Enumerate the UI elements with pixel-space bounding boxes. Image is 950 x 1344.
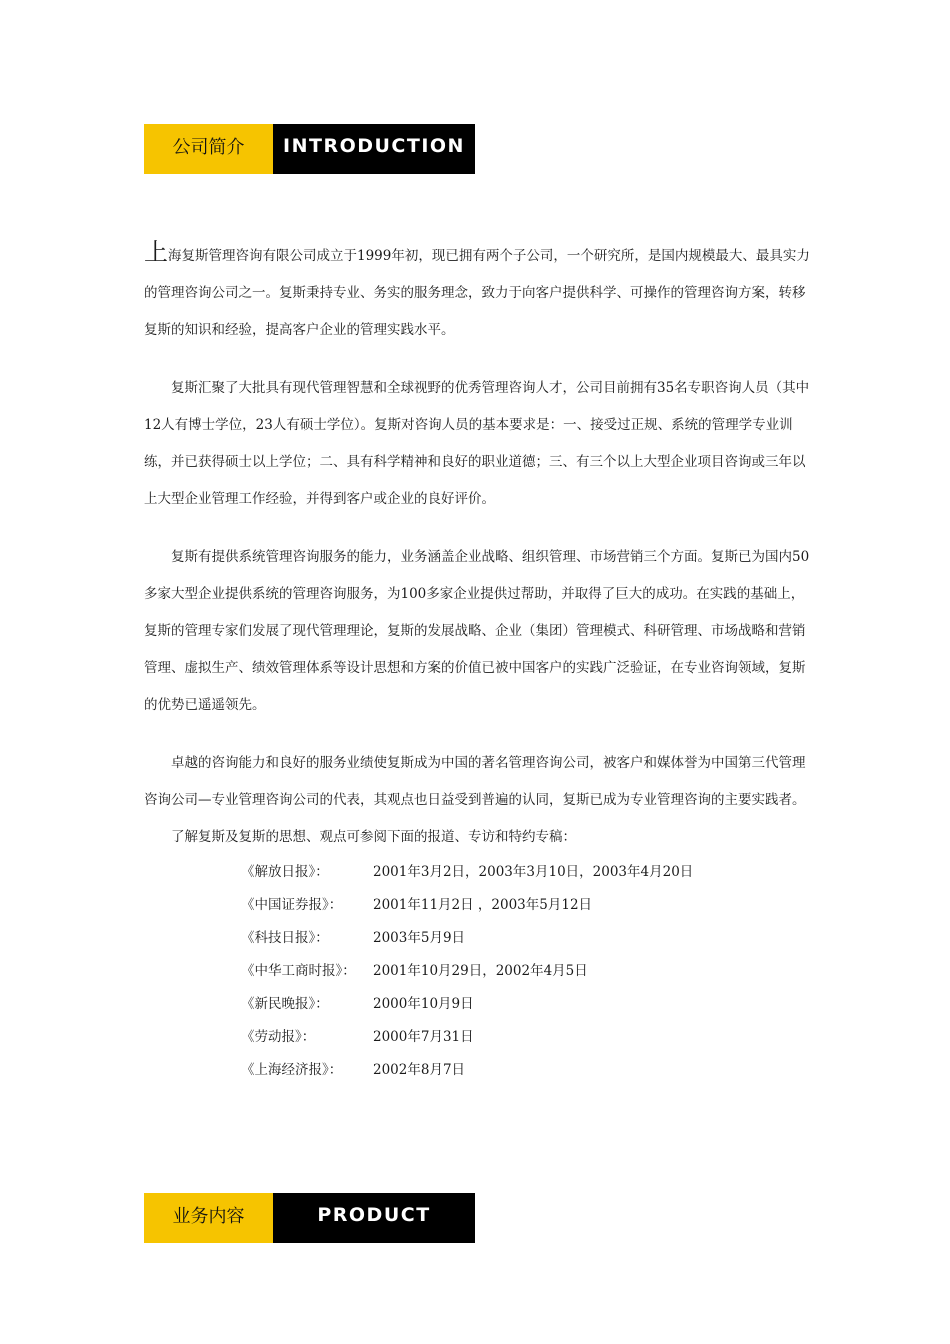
press-dates: 2001年11月2日 ，2003年5月12日 (373, 897, 593, 913)
press-paper: 《中华工商时报》： (241, 963, 356, 979)
press-dates: 2002年8月7日 (373, 1062, 466, 1078)
press-item (144, 988, 810, 1021)
press-item (144, 856, 810, 889)
intro-header-en: INTRODUCTION (273, 124, 475, 174)
press-dates: 2001年10月29日，2002年4月5日 (373, 963, 588, 979)
product-header-cn: 业务内容 (144, 1193, 273, 1243)
product-header-en: PRODUCT (273, 1193, 475, 1243)
press-item (144, 889, 810, 922)
product-section-header (144, 1193, 475, 1243)
press-paper: 《劳动报》： (241, 1029, 316, 1045)
press-item (144, 1021, 810, 1054)
press-dates: 2003年5月9日 (373, 930, 466, 946)
dropcap: 上 (144, 238, 168, 266)
press-paper: 《新民晚报》： (241, 996, 329, 1012)
press-list (144, 856, 810, 1087)
press-dates: 2000年10月9日 (373, 996, 474, 1012)
press-item (144, 955, 810, 988)
press-intro: 了解复斯及复斯的思想、观点可参阅下面的报道、专访和特约专稿： (171, 829, 576, 845)
press-dates: 2001年3月2日，2003年3月10日，2003年4月20日 (373, 864, 694, 880)
paragraph-1-text: 海复斯管理咨询有限公司成立于1999年初，现已拥有两个子公司，一个研究所，是国内规模最大、最具实力的管理咨询公司之一。复斯秉持专业、务实的服务理念，致力于向客户提供科学、可操作的管理咨询方案，转移复斯的知识和经验，提高客户企业的管理实践水平。 (144, 248, 810, 338)
press-paper: 《上海经济报》： (241, 1062, 343, 1078)
press-paper: 《中国证券报》： (241, 897, 343, 913)
paragraph-1 (144, 238, 810, 349)
intro-header-cn: 公司简介 (144, 124, 273, 174)
press-item (144, 1054, 810, 1087)
press-paper: 《解放日报》： (241, 864, 329, 880)
press-dates: 2000年7月31日 (373, 1029, 474, 1045)
paragraph-4: 卓越的咨询能力和良好的服务业绩使复斯成为中国的著名管理咨询公司，被客户和媒体誉为中国第三代管理咨询公司—专业管理咨询公司的代表，其观点也日益受到普遍的认同，复斯已成为专业管理咨询的主要实践者。 (144, 755, 806, 808)
paragraph-3: 复斯有提供系统管理咨询服务的能力，业务涵盖企业战略、组织管理、市场营销三个方面。复斯已为国内50多家大型企业提供系统的管理咨询服务，为100多家企业提供过帮助，并取得了巨大的成功。在实践的基础上，复斯的管理专家们发展了现代管理理论，复斯的发展战略、企业（集团）管理模式、科研管理、市场战略和营销管理、虚拟生产、绩效管理体系等设计思想和方案的价值已被中国客户的实践广泛验证，在专业咨询领域，复斯的优势已遥遥领先。 (144, 549, 810, 713)
intro-content (144, 238, 810, 1087)
press-paper: 《科技日报》： (241, 930, 329, 946)
intro-section-header (144, 124, 475, 174)
press-item (144, 922, 810, 955)
paragraph-2: 复斯汇聚了大批具有现代管理智慧和全球视野的优秀管理咨询人才，公司目前拥有35名专职咨询人员（其中12人有博士学位，23人有硕士学位）。复斯对咨询人员的基本要求是：一、接受过正规、系统的管理学专业训练，并已获得硕士以上学位；二、具有科学精神和良好的职业道德；三、有三个以上大型企业项目咨询或三年以上大型企业管理工作经验，并得到客户或企业的良好评价。 (144, 380, 810, 507)
